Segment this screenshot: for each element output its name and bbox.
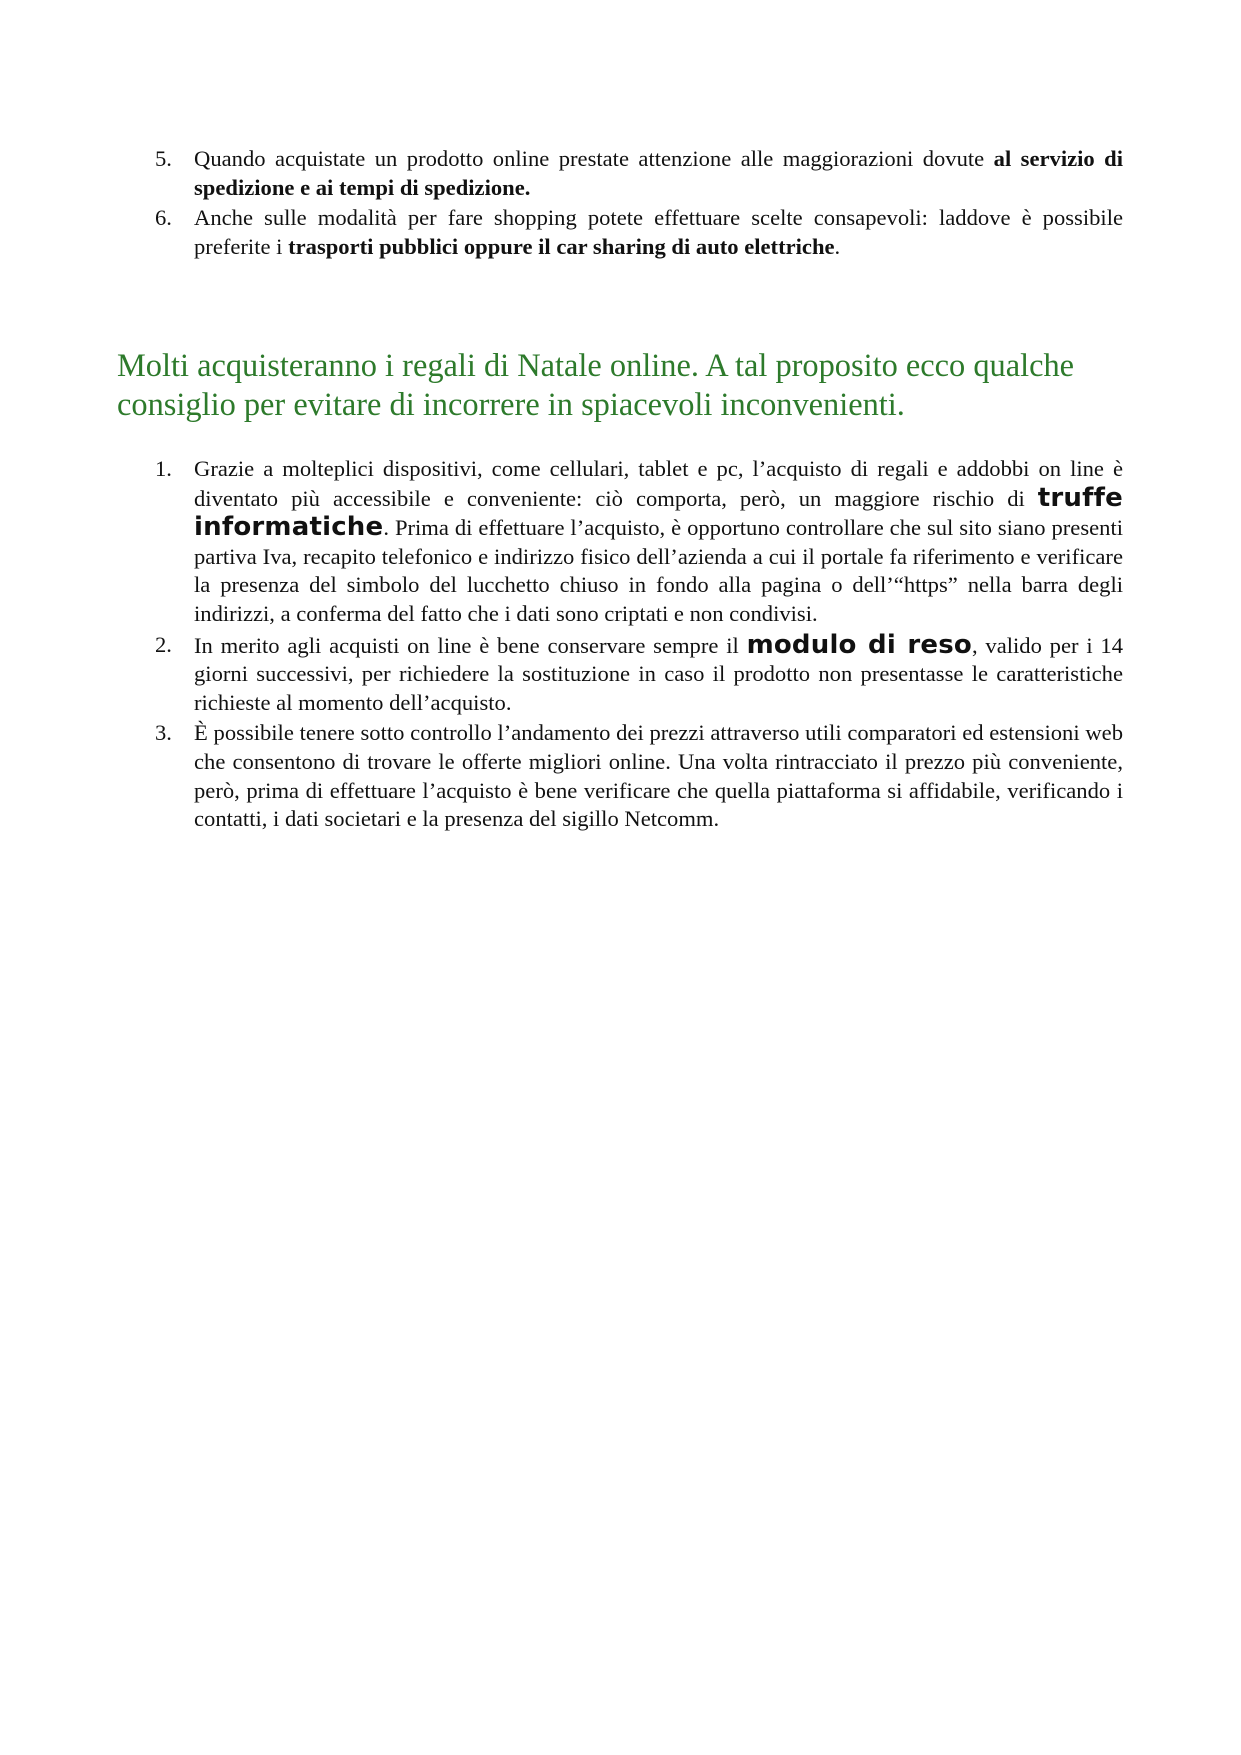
- list-item-emphasis: truffe informatiche: [194, 482, 1123, 543]
- list-item-bold-text: trasporti pubblici oppure il car sharing di auto elettriche: [288, 233, 835, 259]
- list-item: [150, 631, 1123, 718]
- list-item-number: 1.: [155, 456, 172, 481]
- online-shopping-tips-list: [150, 455, 1123, 836]
- tips-list-continued: [150, 145, 1123, 263]
- list-item-text: È possibile tenere sotto controllo l’andamento dei prezzi attraverso utili comparatori ed estensioni web che consentono di trovare le offerte migliori online. Una volta rintracciato il prezzo più conveniente, però, prima di effettuare l’acquisto è bene verificare che quella piattaforma si affidabile, verificando i contatti, i dati societari e la presenza del sigillo Netcomm.: [194, 720, 1123, 832]
- list-item-text-end: , valido per i 14 giorni successivi, per richiedere la sostituzione in caso il prodotto non presentasse le caratteristiche richieste al momento dell’acquisto.: [194, 632, 1123, 715]
- list-item: [150, 145, 1123, 202]
- list-item-text: In merito agli acquisti on line è bene conservare sempre il: [194, 632, 747, 658]
- list-item-text-end: .: [834, 233, 841, 259]
- list-item-bold-text: al servizio di spedizione e ai tempi di spedizione.: [194, 146, 1123, 200]
- list-item-text: Anche sulle modalità per fare shopping potete effettuare scelte consapevoli: laddove è possibile preferite i: [194, 205, 1123, 259]
- list-item-text: Quando acquistate un prodotto online prestate attenzione alle maggiorazioni dovute: [194, 146, 994, 171]
- list-item-number: 2.: [155, 631, 172, 657]
- list-item-number: 3.: [155, 720, 172, 746]
- list-item-number: 5.: [155, 146, 172, 171]
- list-item-text: Grazie a molteplici dispositivi, come cellulari, tablet e pc, l’acquisto di regali e addobbi on line è diventato più accessibile e conveniente: ciò comporta, però, un maggiore rischio di: [194, 456, 1123, 511]
- list-item-number: 6.: [155, 205, 172, 231]
- list-item-emphasis: modulo di reso: [746, 629, 972, 660]
- list-item: [150, 204, 1123, 261]
- list-item: [150, 455, 1123, 629]
- list-item: [150, 719, 1123, 833]
- section-heading: Molti acquisteranno i regali di Natale online. A tal proposito ecco qualche consiglio per evitare di incorrere in spiacevoli inconvenienti.: [117, 348, 1075, 423]
- list-item-text-end: . Prima di effettuare l’acquisto, è opportuno controllare che sul sito siano presenti partiva Iva, recapito telefonico e indirizzo fisico dell’azienda a cui il portale fa riferimento e verificare la presenza del simbolo del lucchetto chiuso in fondo alla pagina o dell’“https” nella barra degli indirizzi, a conferma del fatto che i dati sono criptati e non condivisi.: [194, 515, 1123, 626]
